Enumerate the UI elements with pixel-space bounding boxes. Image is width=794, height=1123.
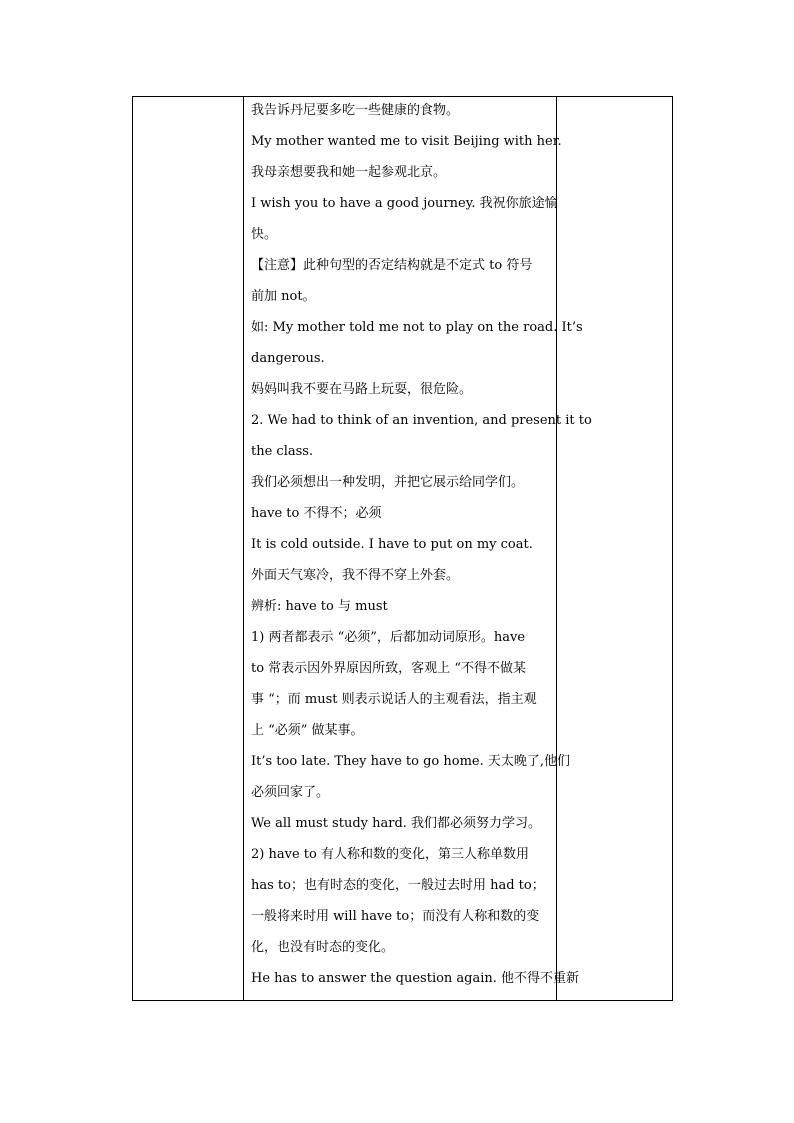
text-line: dangerous.	[251, 351, 325, 366]
text-line: I wish you to have a good journey. 我祝你旅途愉	[251, 196, 558, 211]
text-line: 必须回家了。	[251, 785, 330, 800]
text-line: have to 不得不；必须	[251, 506, 382, 521]
text-line: 外面天气寒冷，我不得不穿上外套。	[251, 568, 460, 583]
text-line: 前加 not。	[251, 289, 316, 304]
text-line: 我们必须想出一种发明，并把它展示给同学们。	[251, 475, 525, 490]
left-column-cell	[133, 97, 244, 1001]
text-line: We all must study hard. 我们都必须努力学习。	[251, 816, 542, 831]
right-column-cell	[557, 97, 673, 1001]
content-column-cell	[244, 97, 592, 1001]
text-line: It’s too late. They have to go home. 天太晚了,他们	[251, 754, 570, 769]
text-line: 我告诉丹尼要多吃一些健康的食物。	[251, 103, 460, 118]
text-line: 事 “；而 must 则表示说话人的主观看法，指主观	[251, 692, 537, 707]
text-line: 辨析: have to 与 must	[251, 599, 388, 614]
text-line: 2) have to 有人称和数的变化，第三人称单数用	[251, 847, 529, 862]
text-line: 2. We had to think of an invention, and present it to	[251, 413, 592, 428]
text-line: It is cold outside. I have to put on my coat.	[251, 537, 533, 552]
text-line: 我母亲想要我和她一起参观北京。	[251, 165, 447, 180]
text-line: the class.	[251, 444, 314, 459]
text-line: He has to answer the question again. 他不得不重新	[251, 971, 580, 986]
text-line: 如: My mother told me not to play on the road. It’s	[251, 320, 583, 335]
text-line: 妈妈叫我不要在马路上玩耍，很危险。	[251, 382, 473, 397]
text-line: 【注意】此种句型的否定结构就是不定式 to 符号	[251, 258, 533, 273]
lesson-table	[132, 96, 673, 1001]
text-line: 上 “必须” 做某事。	[251, 723, 364, 738]
text-line: to 常表示因外界原因所致，客观上 “不得不做某	[251, 661, 526, 676]
text-line: My mother wanted me to visit Beijing with her.	[251, 134, 562, 149]
text-line: 一般将来时用 will have to；而没有人称和数的变	[251, 909, 540, 924]
text-line: 快。	[251, 227, 278, 242]
text-line: has to；也有时态的变化，一般过去时用 had to；	[251, 878, 545, 893]
text-line: 1) 两者都表示 “必须”，后都加动词原形。have	[251, 630, 526, 645]
text-line: 化，也没有时态的变化。	[251, 940, 395, 955]
